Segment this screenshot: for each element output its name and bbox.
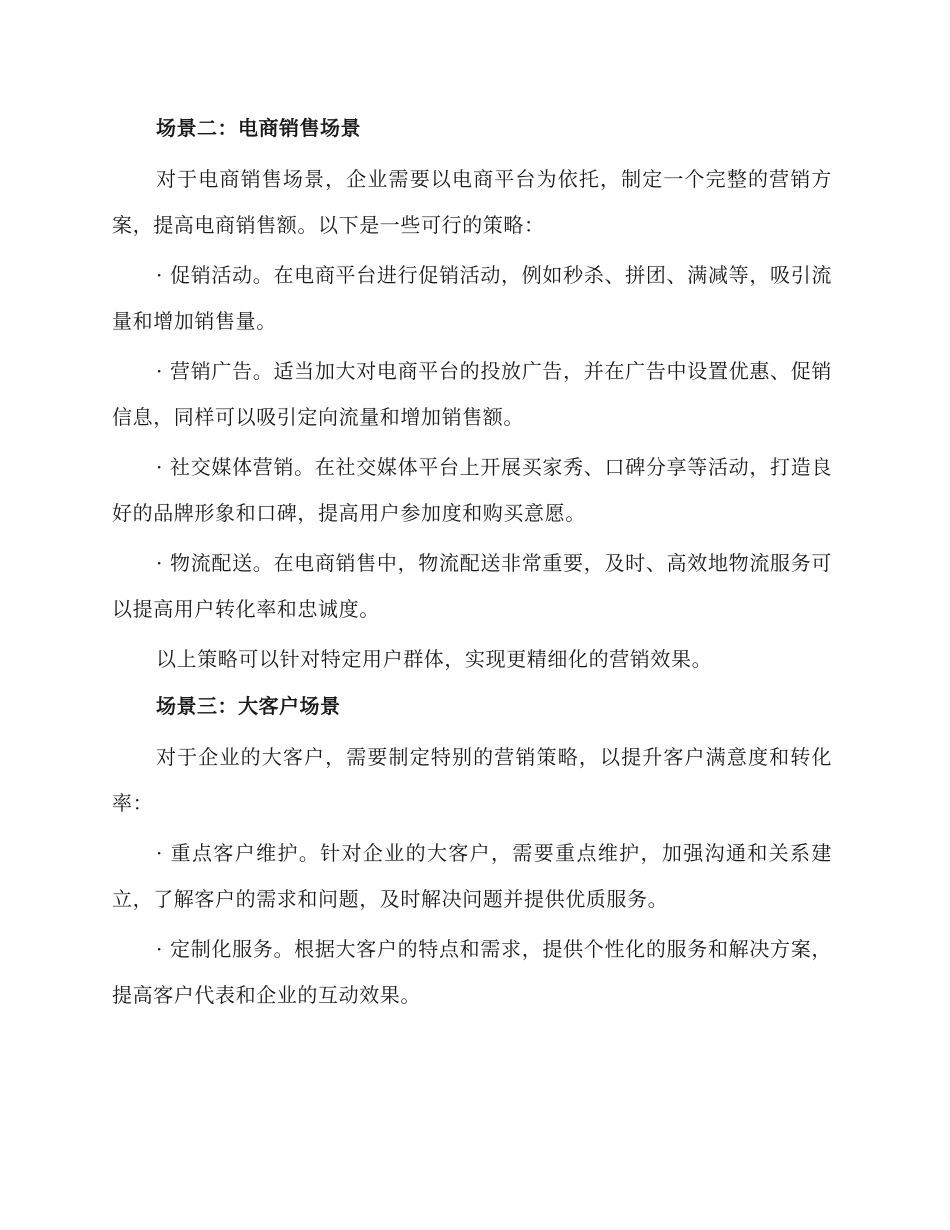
section-conclusion-ecommerce: 以上策略可以针对特定用户群体，实现更精细化的营销效果。 [156, 647, 713, 671]
document-body [112, 108, 832, 1022]
bullet-promotion: · 促销活动。在电商平台进行促销活动，例如秒杀、拼团、满减等，吸引流量和增加销售量。 [112, 263, 832, 333]
bullet-key-customer-maintenance: · 重点客户维护。针对企业的大客户，需要重点维护，加强沟通和关系建立，了解客户的需求和问题，及时解决问题并提供优质服务。 [112, 841, 832, 911]
section-heading-ecommerce: 场景二：电商销售场景 [156, 116, 361, 140]
bullet-advertising: · 营销广告。适当加大对电商平台的投放广告，并在广告中设置优惠、促销信息，同样可以吸引定向流量和增加销售额。 [112, 359, 832, 429]
section-heading-key-accounts: 场景三：大客户场景 [156, 694, 341, 718]
bullet-customized-service: · 定制化服务。根据大客户的特点和需求，提供个性化的服务和解决方案，提高客户代表和企业的互动效果。 [112, 937, 832, 1007]
bullet-logistics: · 物流配送。在电商销售中，物流配送非常重要，及时、高效地物流服务可以提高用户转化率和忠诚度。 [112, 551, 832, 621]
bullet-social-media: · 社交媒体营销。在社交媒体平台上开展买家秀、口碑分享等活动，打造良好的品牌形象和口碑，提高用户参加度和购买意愿。 [112, 455, 832, 525]
section-intro-ecommerce: 对于电商销售场景，企业需要以电商平台为依托，制定一个完整的营销方案，提高电商销售额。以下是一些可行的策略： [112, 167, 832, 237]
section-intro-key-accounts: 对于企业的大客户，需要制定特别的营销策略，以提升客户满意度和转化率： [112, 745, 832, 815]
